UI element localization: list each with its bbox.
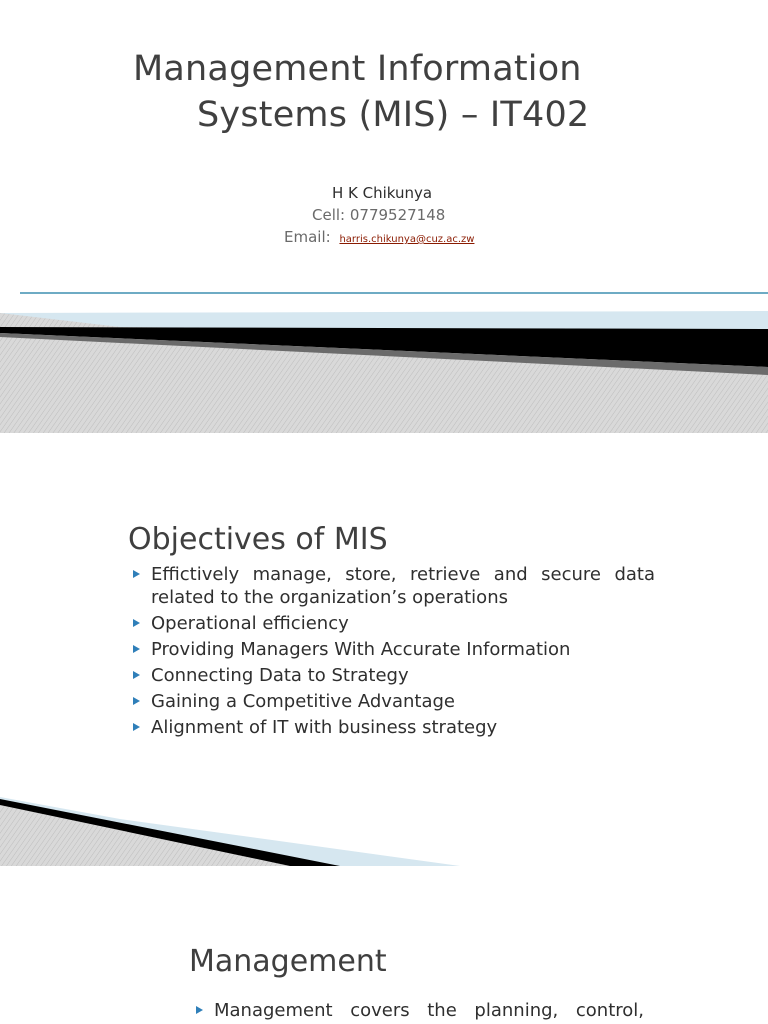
bullet-text: Alignment of IT with business strategy	[151, 717, 498, 738]
slide-heading: Management	[189, 944, 387, 979]
bullet-arrow-icon	[133, 671, 140, 679]
bullet-text: Management covers the planning, control,	[214, 1000, 644, 1021]
email-link[interactable]: harris.chikunya@cuz.ac.zw	[339, 234, 475, 245]
list-item	[133, 664, 655, 687]
list-item	[133, 638, 655, 661]
bullet-text-line-1: Effictively manage, store, retrieve and secure data	[151, 564, 655, 585]
list-item	[196, 999, 644, 1022]
list-item	[133, 563, 655, 609]
bullet-arrow-icon	[133, 570, 140, 578]
slide-title-line-1: Management Information	[133, 49, 582, 89]
email-label: Email:	[284, 228, 331, 246]
bullet-arrow-icon	[133, 723, 140, 731]
bullet-text-line-2: related to the organization’s operations	[151, 587, 508, 608]
list-item	[133, 716, 655, 739]
slide-heading: Objectives of MIS	[128, 522, 388, 557]
slide-title-line-2: Systems (MIS) – IT402	[197, 95, 590, 135]
bullet-arrow-icon	[196, 1006, 203, 1014]
bullet-arrow-icon	[133, 645, 140, 653]
list-item	[133, 612, 655, 635]
bullet-list	[133, 563, 655, 742]
bullet-arrow-icon	[133, 619, 140, 627]
list-item	[133, 690, 655, 713]
author-name: H K Chikunya	[332, 184, 433, 202]
bullet-text: Providing Managers With Accurate Information	[151, 639, 571, 660]
bullet-text: Connecting Data to Strategy	[151, 665, 409, 686]
title-decoration-swoosh	[0, 285, 768, 433]
bullet-list	[196, 999, 644, 1024]
bullet-arrow-icon	[133, 697, 140, 705]
cell-number: Cell: 0779527148	[312, 206, 446, 224]
corner-decoration-swoosh	[0, 791, 768, 866]
bullet-text: Gaining a Competitive Advantage	[151, 691, 455, 712]
title-slide	[0, 0, 768, 433]
bullet-text: Operational efficiency	[151, 613, 349, 634]
email-row	[284, 228, 474, 246]
objectives-slide	[0, 433, 768, 866]
management-slide	[0, 866, 768, 1024]
